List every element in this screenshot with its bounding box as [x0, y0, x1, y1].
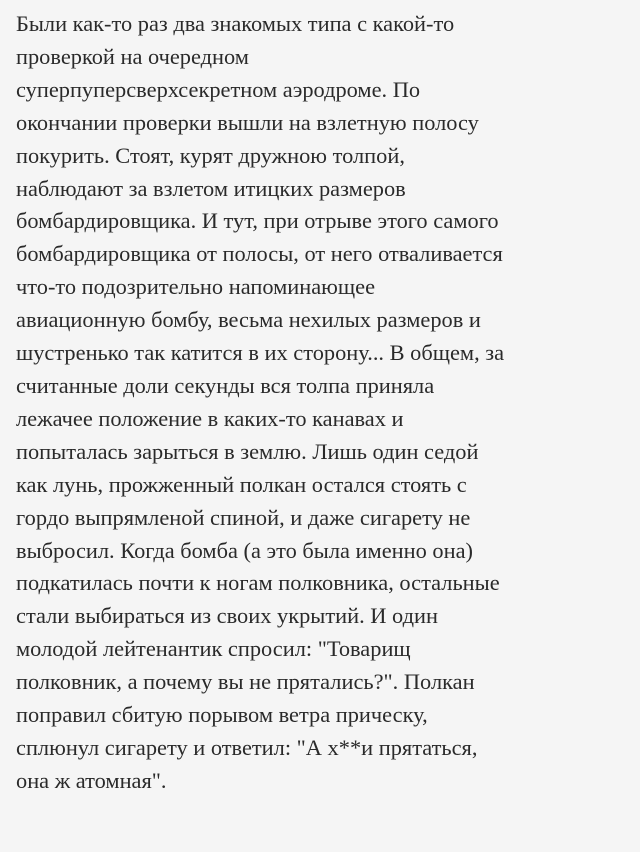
story-text — [16, 8, 628, 798]
text-line: гордо выпрямленой спиной, и даже сигарету не — [16, 504, 471, 530]
text-line: наблюдают за взлетом итицких размеров — [16, 175, 406, 201]
text-line: лежачее положение в каких-то канавах и — [16, 405, 404, 431]
text-line: суперпуперсверхсекретном аэродроме. По — [16, 76, 421, 102]
text-line: проверкой на очередном — [16, 43, 249, 69]
text-line: полковник, а почему вы не прятались?". Полкан — [16, 669, 475, 695]
text-line: стали выбираться из своих укрытий. И один — [16, 603, 438, 629]
text-line: сплюнул сигарету и ответил: "А х**и прятаться, — [16, 734, 478, 760]
text-line: окончании проверки вышли на взлетную полосу — [16, 109, 479, 135]
text-line: что-то подозрительно напоминающее — [16, 274, 376, 300]
text-line: молодой лейтенантик спросил: "Товарищ — [16, 636, 411, 662]
text-line: выбросил. Когда бомба (а это была именно она) — [16, 537, 473, 563]
text-line: как лунь, прожженный полкан остался стоять с — [16, 471, 467, 497]
text-line: попыталась зарыться в землю. Лишь один седой — [16, 438, 479, 464]
text-line: Были как-то раз два знакомых типа с какой-то — [16, 11, 455, 36]
text-line: бомбардировщика от полосы, от него отваливается — [16, 241, 503, 267]
text-line: считанные доли секунды вся толпа приняла — [16, 372, 435, 398]
text-line: она ж атомная". — [16, 767, 167, 793]
text-line: подкатилась почти к ногам полковника, остальные — [16, 570, 500, 596]
text-line: шустренько так катится в их сторону... В общем, за — [16, 340, 505, 366]
text-line: бомбардировщика. И тут, при отрыве этого самого — [16, 208, 499, 234]
text-line: покурить. Стоят, курят дружною толпой, — [16, 142, 405, 168]
text-line: авиационную бомбу, весьма нехилых размеров и — [16, 307, 481, 333]
text-line: поправил сбитую порывом ветра прическу, — [16, 702, 428, 728]
